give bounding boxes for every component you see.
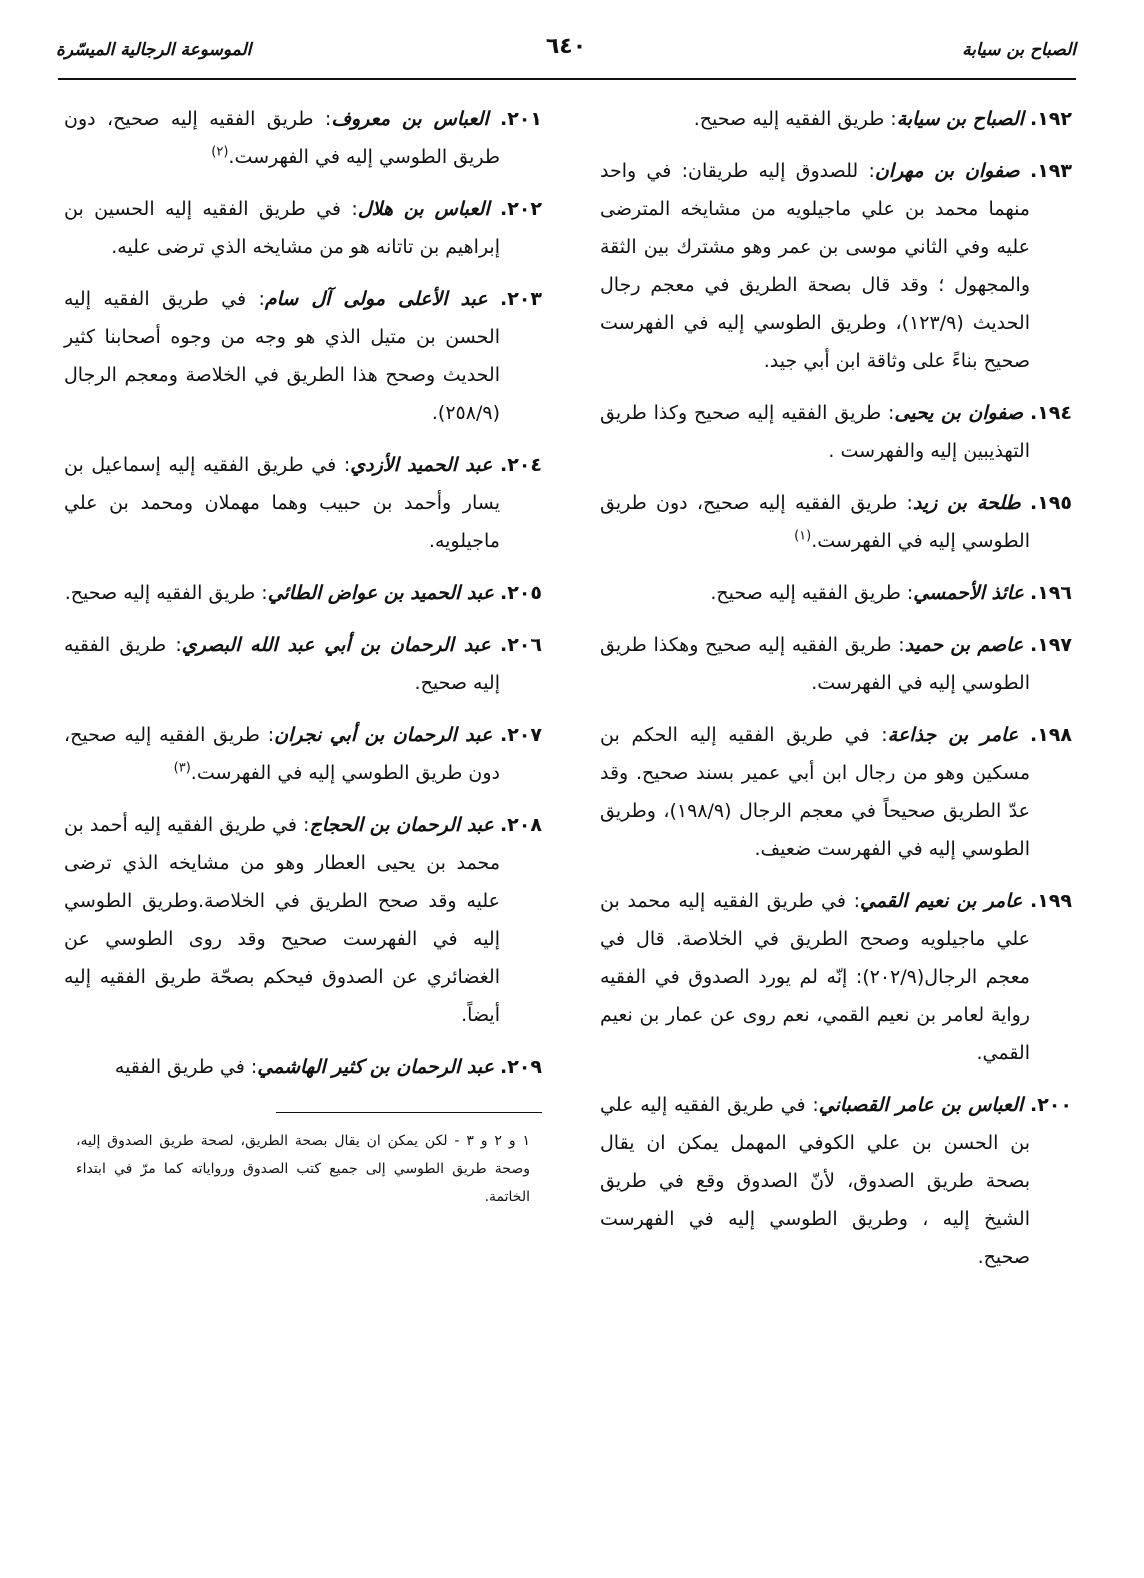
- entry-number: ٢٠٤.: [499, 454, 542, 476]
- entry-text: طريق الفقيه إليه صحيح.: [693, 108, 885, 130]
- entry-text: في طريق الفقيه إليه علي بن الحسن بن علي الكوفي المهمل يمكن ان يقال بصحة طريق الصدوق، لأنّ الصدوق وقع في طريق الشيخ إليه ، وطريق الطوسي إليه في الفهرست صحيح.: [600, 1094, 1030, 1268]
- entry-number: ١٩٢.: [1029, 108, 1072, 130]
- entry-name: العباس بن هلال: [357, 198, 490, 220]
- entry-4: ١٩٥. طلحة بن زيد: طريق الفقيه إليه صحيح، دون طريق الطوسي إليه في الفهرست.$^{(١)}$: [600, 492, 1072, 552]
- entry-text: طريق الفقيه إليه صحيح وهكذا طريق الطوسي إليه في الفهرست.: [600, 634, 1030, 694]
- entry-text: في طريق الفقيه إليه محمد بن علي ماجيلويه وصحح الطريق في الخلاصة. قال في معجم الرجال(٢٠٢/٩): إنّه لم يورد الصدوق في الفقيه رواية لعامر بن نعيم القمي، نعم روى عن عمار بن نعيم القمي.: [600, 890, 1030, 1064]
- entry-name: صفوان بن يحيى: [894, 402, 1024, 424]
- entry-number: ٢٠٦.: [499, 634, 542, 656]
- entry-text: للصدوق إليه طريقان: في واحد منهما محمد بن علي ماجيلويه من مشايخه المترضى عليه وفي الثاني موسى بن عمر وهو مشترك بين الثقة والمجهول ؛ وقد قال بصحة الطريق في معجم رجال الحديث (١٢٣/٩)، وطريق الطوسي إليه في الفهرست صحيح بناءً على وثاقة ابن أبي جيد.: [600, 160, 1030, 372]
- entry-number: ١٩٤.: [1029, 402, 1072, 424]
- page-header: [56, 30, 1076, 70]
- entry-text: في طريق الفقيه إليه الحكم بن مسكين وهو من رجال ابن أبي عمير بسند صحيح. وقد عدّ الطريق صحيحاً في معجم الرجال (١٩٨/٩)، وطريق الطوسي إليه في الفهرست ضعيف.: [600, 724, 1031, 860]
- footnote-reference: (١): [794, 528, 812, 544]
- entry-3: ٢٠٣. عبد الأعلى مولى آل سام: في طريق الفقيه إليه الحسن بن متيل الذي هو وجه من وجوه أصحابنا كثير الحديث وصحح هذا الطريق في الخلاصة ومعجم الرجال (٢٥٨/٩).: [64, 288, 542, 424]
- entry-text: في طريق الفقيه إليه الحسن بن متيل الذي هو وجه من وجوه أصحابنا كثير الحديث وصحح هذا الطريق في الخلاصة ومعجم الرجال (٢٥٨/٩).: [64, 288, 500, 424]
- page-number: ٦٤٠: [545, 34, 587, 59]
- entry-name: عبد الرحمان بن أبي عبد الله البصري: [181, 634, 491, 656]
- entry-4: ٢٠٤. عبد الحميد الأزدي: في طريق الفقيه إليه إسماعيل بن يسار وأحمد بن حبيب وهما مهملان ومحمد بن علي ماجيلويه.: [64, 454, 542, 552]
- entry-5: ٢٠٥. عبد الحميد بن عواض الطائي: طريق الفقيه إليه صحيح.: [64, 582, 542, 604]
- entry-7: ٢٠٧. عبد الرحمان بن أبي نجران: طريق الفقيه إليه صحيح، دون طريق الطوسي إليه في الفهرست.$^{(٣)}$: [64, 724, 542, 784]
- entry-text: طريق الفقيه إليه صحيح.: [64, 582, 256, 604]
- entry-number: ٢٠٧.: [499, 724, 542, 746]
- entry-number: ١٩٣.: [1029, 160, 1072, 182]
- entry-3: ١٩٤. صفوان بن يحيى: طريق الفقيه إليه صحيح وكذا طريق التهذيبين إليه والفهرست .: [600, 402, 1072, 462]
- entry-text: في طريق الفقيه إليه أحمد بن محمد بن يحيى العطار وهو من مشايخه الذي ترضى عليه وقد صحح الطريق في الخلاصة.وطريق الطوسي إليه في الفهرست صحيح وقد روى الطوسي عن الغضائري عن الصدوق فيحكم بصحّة طريق الفقيه إليه أيضاً.: [64, 814, 500, 1026]
- left-column: [64, 100, 542, 1538]
- entry-name: عامر بن جذاعة: [887, 724, 1019, 746]
- entry-1: ١٩٢. الصباح بن سيابة: طريق الفقيه إليه صحيح.: [693, 108, 1072, 130]
- entry-text: في طريق الفقيه: [114, 1056, 245, 1078]
- entry-text: طريق الفقيه إليه صحيح، دون طريق الطوسي إليه في الفهرست.: [64, 108, 500, 168]
- entry-name: العباس بن معروف: [331, 108, 489, 130]
- entry-6: ١٩٧. عاصم بن حميد: طريق الفقيه إليه صحيح وهكذا طريق الطوسي إليه في الفهرست.: [600, 634, 1072, 694]
- right-column: [600, 100, 1072, 1538]
- entry-name: عامر بن نعيم القمي: [859, 890, 1023, 912]
- entry-name: العباس بن عامر القصباني: [818, 1094, 1024, 1116]
- entry-number: ١٩٥.: [1029, 492, 1072, 514]
- entry-number: ١٩٦.: [1029, 582, 1072, 604]
- entry-number: ٢٠٠.: [1029, 1094, 1072, 1116]
- entry-number: ١٩٧.: [1029, 634, 1072, 656]
- entry-name: عبد الرحمان بن الحجاج: [309, 814, 494, 836]
- footnote-reference: (٢): [211, 144, 229, 160]
- entry-text: طريق الفقيه إليه صحيح.: [64, 634, 500, 694]
- entry-name: الصباح بن سيابة: [896, 108, 1024, 130]
- entry-name: عبد الرحمان بن أبي نجران: [274, 724, 493, 746]
- running-head-book-title: الموسوعة الرجالية الميسّرة: [56, 40, 252, 60]
- entry-name: عبد الحميد بن عواض الطائي: [267, 582, 494, 604]
- entry-name: عائذ الأحمسي: [913, 582, 1024, 604]
- entry-number: ٢٠٢.: [499, 198, 542, 220]
- entry-name: طلحة بن زيد: [912, 492, 1021, 514]
- entry-2: ١٩٣. صفوان بن مهران: للصدوق إليه طريقان: في واحد منهما محمد بن علي ماجيلويه من مشايخه المترضى عليه وفي الثاني موسى بن عمر وهو مشترك بين الثقة والمجهول ؛ وقد قال بصحة الطريق في معجم رجال الحديث (١٢٣/٩)، وطريق الطوسي إليه في الفهرست صحيح بناءً على وثاقة ابن أبي جيد.: [600, 160, 1072, 372]
- entry-name: عبد الحميد الأزدي: [350, 454, 493, 476]
- left-column-entries: [64, 100, 542, 1086]
- entry-2: ٢٠٢. العباس بن هلال: في طريق الفقيه إليه الحسين بن إبراهيم بن تاتانه هو من مشايخه الذي ترضى عليه.: [64, 198, 542, 258]
- entry-7: ١٩٨. عامر بن جذاعة: في طريق الفقيه إليه الحكم بن مسكين وهو من رجال ابن أبي عمير بسند صحيح. وقد عدّ الطريق صحيحاً في معجم الرجال (١٩٨/٩)، وطريق الطوسي إليه في الفهرست ضعيف.: [600, 724, 1072, 860]
- entry-9: ٢٠٠. العباس بن عامر القصباني: في طريق الفقيه إليه علي بن الحسن بن علي الكوفي المهمل يمكن ان يقال بصحة طريق الصدوق، لأنّ الصدوق وقع في طريق الشيخ إليه ، وطريق الطوسي إليه في الفهرست صحيح.: [600, 1094, 1072, 1268]
- entry-name: عبد الأعلى مولى آل سام: [264, 288, 488, 310]
- entry-text: طريق الفقيه إليه صحيح وكذا طريق التهذيبين إليه والفهرست .: [600, 402, 1030, 462]
- entry-number: ٢٠٣.: [499, 288, 542, 310]
- entry-number: ٢٠٨.: [499, 814, 542, 836]
- entry-number: ٢٠١.: [499, 108, 542, 130]
- entry-number: ٢٠٩.: [499, 1056, 542, 1078]
- footnote-divider: [276, 1112, 542, 1113]
- entry-text: في طريق الفقيه إليه إسماعيل بن يسار وأحمد بن حبيب وهما مهملان ومحمد بن علي ماجيلويه.: [64, 454, 500, 552]
- footnote: ١ و ٢ و ٣ - لكن يمكن ان يقال بصحة الطريق، لصحة طريق الصدوق إليه، وصحة طريق الطوسي إلى جميع كتب الصدوق ورواياته كما مرّ في ابتداء الخاتمة.: [76, 1133, 530, 1205]
- header-divider: [58, 78, 1076, 80]
- entry-text: طريق الفقيه إليه صحيح، دون طريق الطوسي إليه في الفهرست.: [64, 724, 500, 784]
- entry-name: عبد الرحمان بن كثير الهاشمي: [257, 1056, 494, 1078]
- entry-6: ٢٠٦. عبد الرحمان بن أبي عبد الله البصري: طريق الفقيه إليه صحيح.: [64, 634, 542, 694]
- entry-name: عاصم بن حميد: [904, 634, 1024, 656]
- entry-5: ١٩٦. عائذ الأحمسي: طريق الفقيه إليه صحيح.: [710, 582, 1072, 604]
- entry-8: ٢٠٨. عبد الرحمان بن الحجاج: في طريق الفقيه إليه أحمد بن محمد بن يحيى العطار وهو من مشايخه الذي ترضى عليه وقد صحح الطريق في الخلاصة.وطريق الطوسي إليه في الفهرست صحيح وقد روى الطوسي عن الغضائري عن الصدوق فيحكم بصحّة طريق الفقيه إليه أيضاً.: [64, 814, 542, 1026]
- entry-8: ١٩٩. عامر بن نعيم القمي: في طريق الفقيه إليه محمد بن علي ماجيلويه وصحح الطريق في الخلاصة. قال في معجم الرجال(٢٠٢/٩): إنّه لم يورد الصدوق في الفقيه رواية لعامر بن نعيم القمي، نعم روى عن عمار بن نعيم القمي.: [600, 890, 1072, 1064]
- entry-9: ٢٠٩. عبد الرحمان بن كثير الهاشمي: في طريق الفقيه: [114, 1056, 542, 1078]
- entry-number: ١٩٨.: [1029, 724, 1072, 746]
- entry-number: ١٩٩.: [1029, 890, 1072, 912]
- entry-text: في طريق الفقيه إليه الحسين بن إبراهيم بن تاتانه هو من مشايخه الذي ترضى عليه.: [64, 198, 500, 258]
- running-head-entry: الصباح بن سيابة: [962, 40, 1076, 60]
- entry-name: صفوان بن مهران: [874, 160, 1020, 182]
- entry-1: ٢٠١. العباس بن معروف: طريق الفقيه إليه صحيح، دون طريق الطوسي إليه في الفهرست.$^{(٢)}$: [64, 108, 542, 168]
- entry-text: طريق الفقيه إليه صحيح، دون طريق الطوسي إليه في الفهرست.: [600, 492, 1030, 552]
- entry-number: ٢٠٥.: [499, 582, 542, 604]
- entry-text: طريق الفقيه إليه صحيح.: [710, 582, 901, 604]
- footnote-reference: (٣): [173, 760, 191, 776]
